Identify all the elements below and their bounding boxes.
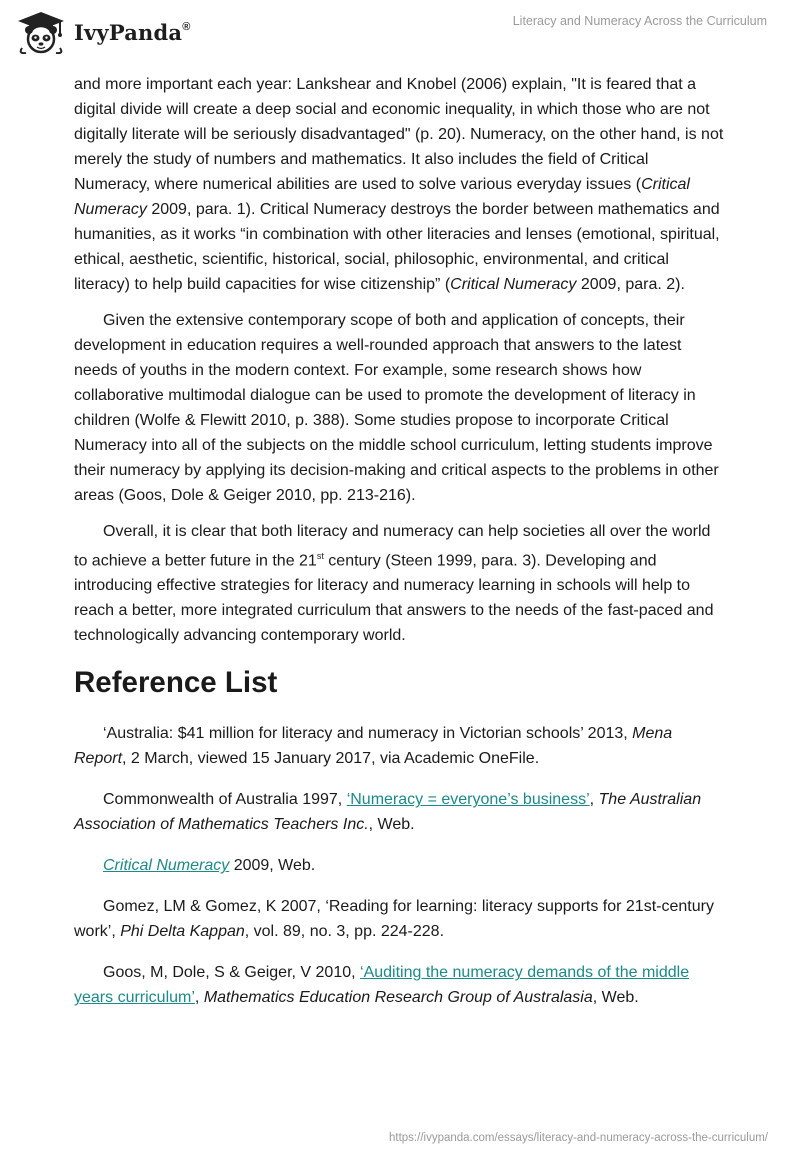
ivypanda-logo[interactable] [16, 10, 191, 54]
reference-item: Goos, M, Dole, S & Geiger, V 2010, ‘Auditing the numeracy demands of the middle years curriculum’, Mathematics Education Research Group of Australasia, Web. [74, 964, 690, 1007]
document-title: Literacy and Numeracy Across the Curriculum [512, 14, 767, 28]
paragraph-2: Given the extensive contemporary scope of both and application of concepts, their development in education requires a well-rounded approach that answers to the latest needs of youths in the modern context. For example, some research shows how collaborative multimodal dialogue can be used to promote the development of literacy in children (Wolfe & Flewitt 2010, p. 388). Some studies propose to incorporate Critical Numeracy into all of the subjects on the middle school curriculum, letting students improve their numeracy by applying its decision-making and critical aspects to the problems in other areas (Goos, Dole & Geiger 2010, pp. 213-216). [74, 312, 719, 504]
panda-graduate-icon [16, 10, 66, 54]
reference-item: Gomez, LM & Gomez, K 2007, ‘Reading for learning: literacy supports for 21st-century work’, Phi Delta Kappan, vol. 89, no. 3, pp. 224-228. [74, 898, 714, 941]
reference-link-critical-numeracy[interactable]: Critical Numeracy [103, 857, 230, 875]
reference-item: ‘Australia: $41 million for literacy and numeracy in Victorian schools’ 2013, Mena Report, 2 March, viewed 15 January 2017, via Academic OneFile. [74, 725, 673, 768]
reference-item: Commonwealth of Australia 1997, ‘Numeracy = everyone’s business’, The Australian Association of Mathematics Teachers Inc., Web. [74, 791, 702, 834]
registered-mark: ® [182, 20, 191, 33]
reference-link-auditing-numeracy[interactable]: ‘Auditing the numeracy demands of the middle years curriculum’ [74, 964, 690, 1007]
reference-item: Critical Numeracy 2009, Web. [103, 857, 316, 875]
page-header [0, 0, 800, 60]
paragraph-3: Overall, it is clear that both literacy and numeracy can help societies all over the world to achieve a better future in the 21st century (Steen 1999, para. 3). Developing and introducing effective strategies for literacy and numeracy learning in schools will help to reach a better, more integrated curriculum that answers to the needs of the fast-paced and technologically advancing contemporary world. [74, 523, 714, 645]
paragraph-1: and more important each year: Lankshear and Knobel (2006) explain, "It is feared that a digital divide will create a deep social and economic inequality, in which those who are not digitally literate will be seriously disadvantaged" (p. 20). Numeracy, on the other hand, is not merely the study of numbers and mathematics. It also includes the field of Critical Numeracy, where numerical abilities are used to solve various everyday issues (Critical Numeracy 2009, para. 1). Critical Numeracy destroys the border between mathematics and humanities, as it works “in combination with other literacies and lenses (emotional, spiritual, ethical, aesthetic, scientific, historical, social, philosophic, environmental, and critical literacy) to help build capacities for wise citizenship” (Critical Numeracy 2009, para. 2). [74, 76, 724, 293]
footer-url[interactable]: https://ivypanda.com/essays/literacy-and-numeracy-across-the-curriculum/ [389, 1132, 768, 1144]
essay-body [74, 72, 726, 1026]
reference-list-heading: Reference List [74, 666, 278, 700]
brand-name: IvyPanda® [74, 19, 191, 45]
reference-link-numeracy-everyones-business[interactable]: ‘Numeracy = everyone’s business’ [346, 791, 590, 809]
